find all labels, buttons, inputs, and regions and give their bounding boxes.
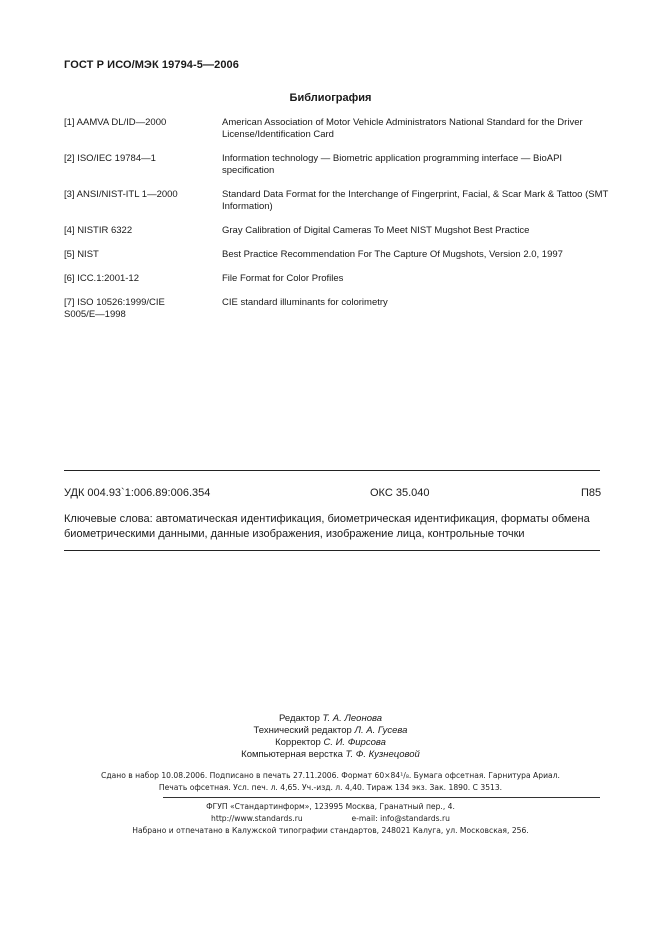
group-code: П85	[581, 487, 602, 499]
proofreader-name: С. И. Фирсова	[323, 737, 386, 748]
bib-ref-3: [3] ANSI/NIST-ITL 1—2000	[64, 189, 178, 200]
bib-text-1: American Association of Motor Vehicle Administrators National Standard for the Driver License/Identification Card	[222, 117, 583, 140]
bib-text-3: Standard Data Format for the Interchange of Fingerprint, Facial, & Scar Mark & Tattoo (SMT Information)	[222, 189, 609, 212]
bib-ref-7: [7] ISO 10526:1999/CIE S005/E—1998	[64, 297, 165, 320]
bib-ref-4: [4] NISTIR 6322	[64, 225, 133, 236]
layout-label: Компьютерная верстка	[241, 749, 343, 760]
bib-text-5: Best Practice Recommendation For The Capture Of Mugshots, Version 2.0, 1997	[222, 249, 563, 260]
oks-code: ОКС 35.040	[370, 487, 430, 499]
bib-ref-1: [1] AAMVA DL/ID—2000	[64, 117, 167, 128]
standard-code: ГОСТ Р ИСО/МЭК 19794-5—2006	[64, 59, 239, 71]
bib-ref-6: [6] ICC.1:2001-12	[64, 273, 139, 284]
publisher-contacts	[0, 813, 661, 825]
credit-editor	[0, 713, 661, 725]
divider-imprint	[163, 797, 600, 798]
bib-text-4: Gray Calibration of Digital Cameras To Meet NIST Mugshot Best Practice	[222, 225, 530, 236]
divider-keywords	[64, 550, 600, 551]
imprint-line-2: Печать офсетная. Усл. печ. л. 4,65. Уч.-изд. л. 4,40. Тираж 134 экз. Зак. 1890. С 3513.	[158, 783, 503, 792]
proofreader-label: Корректор	[275, 737, 321, 748]
bib-ref-2: [2] ISO/IEC 19784—1	[64, 153, 156, 164]
imprint-line-1: Сдано в набор 10.08.2006. Подписано в печать 27.11.2006. Формат 60×84¹/₈. Бумага офсетная. Гарнитура Ариал.	[101, 771, 560, 780]
credit-tech-editor	[0, 725, 661, 737]
tech-editor-label: Технический редактор	[253, 725, 352, 736]
credit-layout	[0, 749, 661, 761]
editor-name: Т. А. Леонова	[322, 713, 383, 724]
bib-text-2: Information technology — Biometric application programming interface — BioAPI specification	[222, 153, 563, 176]
bib-text-6: File Format for Color Profiles	[222, 273, 344, 284]
layout-name: Т. Ф. Кузнецовой	[345, 749, 420, 760]
udk-code: УДК 004.93`1:006.89:006.354	[64, 487, 211, 499]
publisher-email: e-mail: info@standards.ru	[351, 814, 450, 823]
publisher-address: ФГУП «Стандартинформ», 123995 Москва, Гранатный пер., 4.	[206, 802, 455, 811]
credit-proofreader	[0, 737, 661, 749]
bib-ref-5: [5] NIST	[64, 249, 99, 260]
bib-text-7: CIE standard illuminants for colorimetry	[222, 297, 388, 308]
publisher-website: http://www.standards.ru	[211, 814, 303, 823]
tech-editor-name: Л. А. Гусева	[354, 725, 408, 736]
editor-label: Редактор	[278, 713, 320, 724]
divider-top	[64, 470, 600, 471]
bibliography-title: Библиография	[289, 92, 372, 104]
printer-address: Набрано и отпечатано в Калужской типографии стандартов, 248021 Калуга, ул. Московская, 256.	[132, 826, 529, 835]
keywords: Ключевые слова: автоматическая идентификация, биометрическая идентификация, форматы обмена биометрическими данными, данные изображения, изображение лица, контрольные точки	[64, 513, 590, 540]
